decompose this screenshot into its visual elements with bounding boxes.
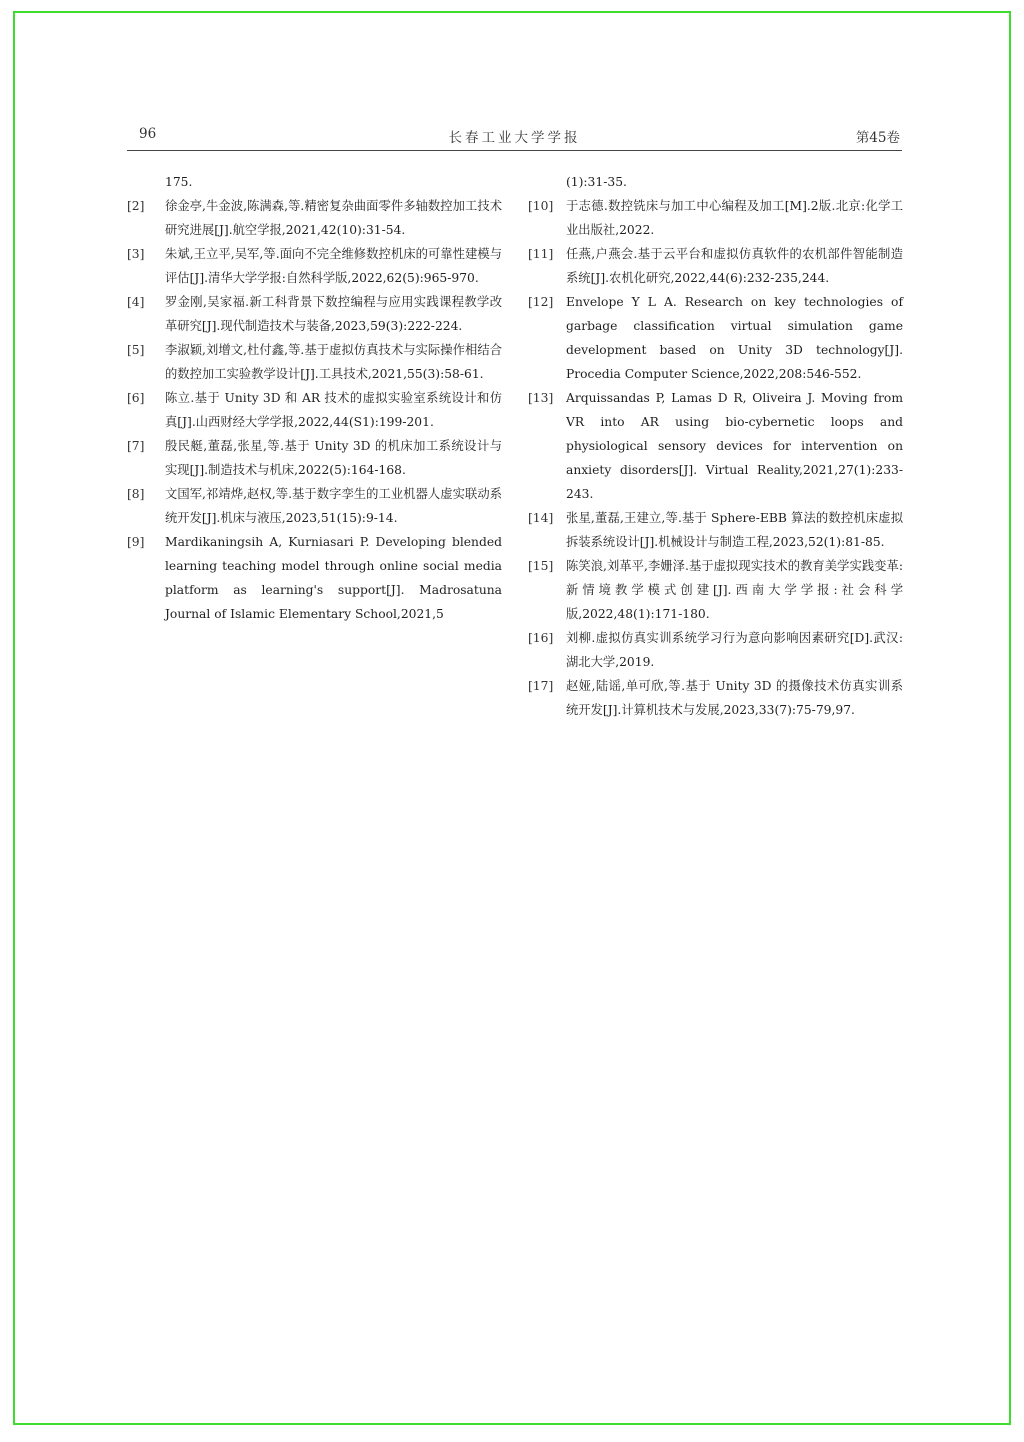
reference-item	[528, 386, 903, 506]
reference-text: 陈笑浪,刘革平,李姗泽.基于虚拟现实技术的教育美学实践变革:新情境教学模式创建[J].西南大学学报:社会科学版,2022,48(1):171-180.	[566, 559, 903, 621]
reference-number: [6]	[127, 391, 145, 405]
reference-number: [11]	[528, 247, 554, 261]
reference-number: [9]	[127, 535, 145, 549]
reference-text: 殷民艇,董磊,张星,等.基于 Unity 3D 的机床加工系统设计与实现[J].制造技术与机床,2022(5):164-168.	[165, 439, 502, 477]
reference-number: [16]	[528, 631, 554, 645]
reference-item	[528, 242, 903, 290]
reference-item	[127, 434, 502, 482]
reference-item	[528, 674, 903, 722]
reference-item	[127, 530, 502, 626]
reference-item	[528, 290, 903, 386]
reference-text: 李淑颖,刘增文,杜付鑫,等.基于虚拟仿真技术与实际操作相结合的数控加工实验教学设计[J].工具技术,2021,55(3):58-61.	[165, 343, 502, 381]
journal-title: 长春工业大学学报	[448, 130, 581, 146]
reference-text: 朱斌,王立平,吴军,等.面向不完全维修数控机床的可靠性建模与评估[J].清华大学学报:自然科学版,2022,62(5):965-970.	[165, 247, 502, 285]
reference-item	[127, 482, 502, 530]
reference-number: [17]	[528, 679, 554, 693]
reference-text: 文国军,祁靖烨,赵权,等.基于数字孪生的工业机器人虚实联动系统开发[J].机床与液压,2023,51(15):9-14.	[165, 487, 502, 525]
reference-text: 徐金亭,牛金波,陈满森,等.精密复杂曲面零件多轴数控加工技术研究进展[J].航空学报,2021,42(10):31-54.	[165, 199, 502, 237]
right-column	[528, 170, 903, 722]
reference-number: [7]	[127, 439, 145, 453]
reference-text: 刘柳.虚拟仿真实训系统学习行为意向影响因素研究[D].武汉:湖北大学,2019.	[566, 631, 903, 669]
reference-item	[528, 554, 903, 626]
reference-number: [2]	[127, 199, 145, 213]
left-column	[127, 170, 502, 626]
header-rule	[127, 150, 902, 151]
reference-item	[127, 338, 502, 386]
reference-text: 于志德.数控铣床与加工中心编程及加工[M].2版.北京:化学工业出版社,2022.	[566, 199, 903, 237]
reference-list	[127, 194, 502, 626]
reference-item	[127, 386, 502, 434]
reference-number: [10]	[528, 199, 554, 213]
reference-text: 赵娅,陆谣,单可欣,等.基于 Unity 3D 的摄像技术仿真实训系统开发[J].计算机技术与发展,2023,33(7):75-79,97.	[566, 679, 903, 717]
reference-text: 任燕,户燕会.基于云平台和虚拟仿真软件的农机部件智能制造系统[J].农机化研究,2022,44(6):232-235,244.	[566, 247, 903, 285]
reference-item	[528, 626, 903, 674]
reference-number: [14]	[528, 511, 554, 525]
reference-list	[528, 194, 903, 722]
reference-item	[127, 290, 502, 338]
continuation-text: 175.	[165, 175, 193, 189]
reference-text: Envelope Y L A. Research on key technologies of garbage classification virtual simulation game development based on Unity 3D technology[J]. Procedia Computer Science,2022,208:546-552.	[566, 295, 903, 381]
reference-item	[127, 194, 502, 242]
page-number: 96	[139, 126, 157, 142]
reference-text: 张星,董磊,王建立,等.基于 Sphere-EBB 算法的数控机床虚拟拆装系统设计[J].机械设计与制造工程,2023,52(1):81-85.	[566, 511, 903, 549]
reference-item	[528, 506, 903, 554]
reference-text: Mardikaningsih A, Kurniasari P. Developing blended learning teaching model through online social media platform as learning's support[J]. Madrosatuna Journal of Islamic Elementary School,2021,5	[165, 535, 502, 621]
reference-number: [13]	[528, 391, 554, 405]
running-header	[127, 124, 902, 150]
continuation-text: (1):31-35.	[566, 175, 627, 189]
reference-number: [4]	[127, 295, 145, 309]
reference-number: [15]	[528, 559, 554, 573]
reference-text: Arquissandas P, Lamas D R, Oliveira J. Moving from VR into AR using bio-cybernetic loops and physiological sensory devices for intervention on anxiety disorders[J]. Virtual Reality,2021,27(1):233-243.	[566, 391, 903, 501]
reference-number: [8]	[127, 487, 145, 501]
reference-number: [5]	[127, 343, 145, 357]
reference-text: 陈立.基于 Unity 3D 和 AR 技术的虚拟实验室系统设计和仿真[J].山西财经大学学报,2022,44(S1):199-201.	[165, 391, 502, 429]
reference-number: [12]	[528, 295, 554, 309]
volume-label: 第45卷	[855, 130, 900, 146]
reference-item	[528, 194, 903, 242]
reference-item	[127, 242, 502, 290]
reference-text: 罗金刚,吴家福.新工科背景下数控编程与应用实践课程教学改革研究[J].现代制造技术与装备,2023,59(3):222-224.	[165, 295, 502, 333]
reference-number: [3]	[127, 247, 145, 261]
